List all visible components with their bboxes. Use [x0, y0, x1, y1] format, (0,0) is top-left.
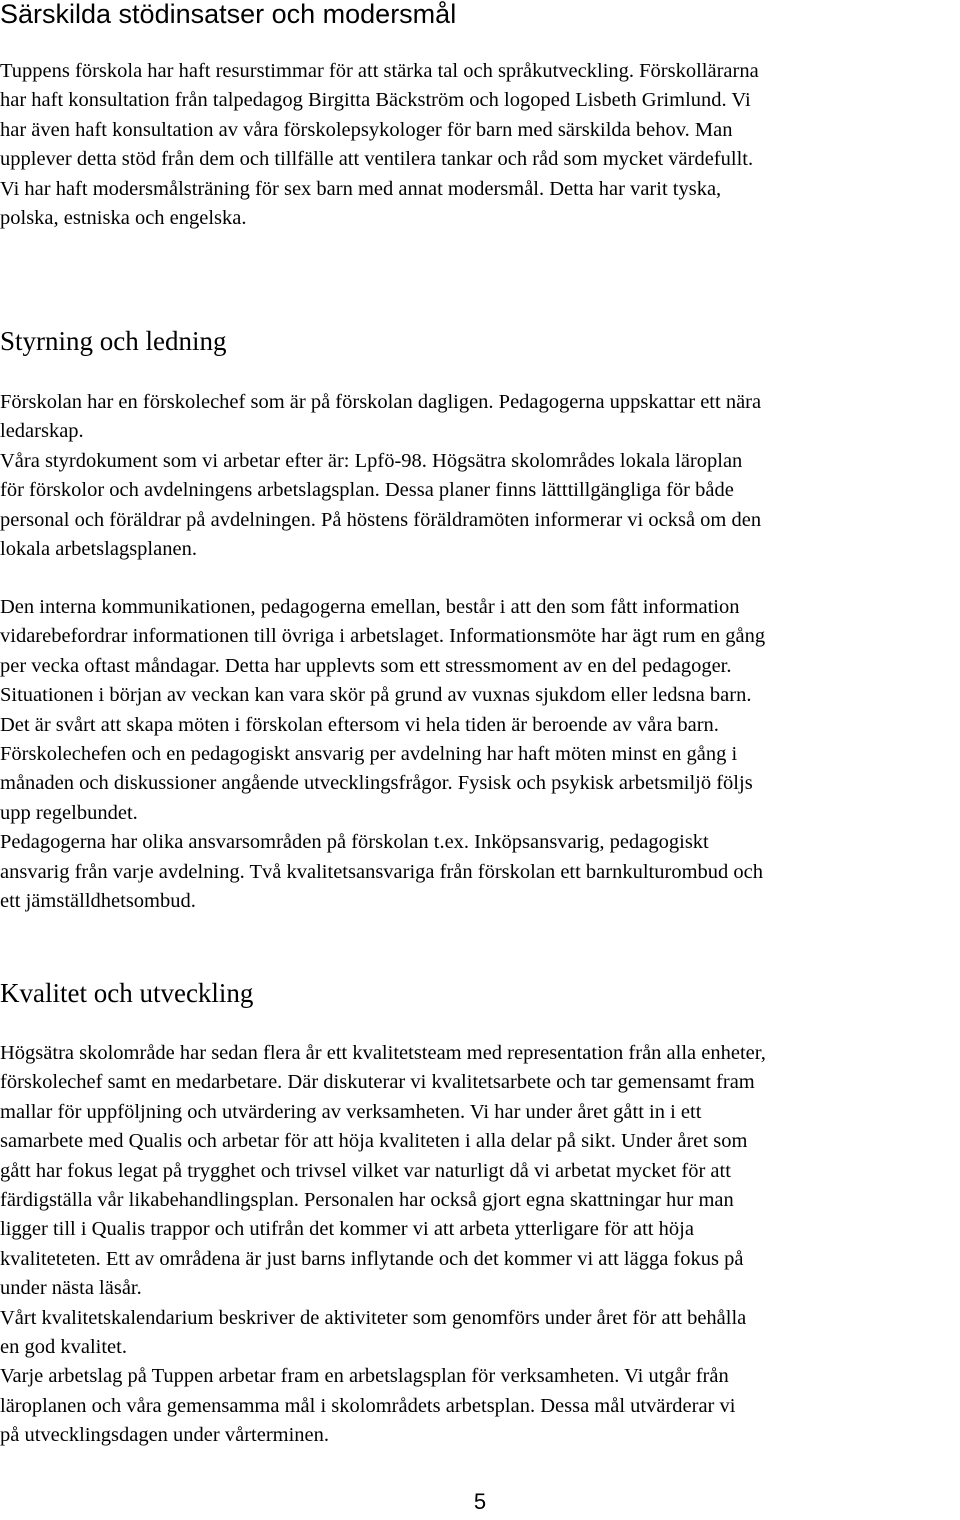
- paragraph-sarskilda-stodinsatser: [0, 57, 960, 233]
- text-line: Den interna kommunikationen, pedagogerna emellan, består i att den som fått information: [0, 596, 740, 618]
- text-line: Det är svårt att skapa möten i förskolan eftersom vi hela tiden är beroende av våra barn.: [0, 713, 719, 736]
- text-line: Vårt kvalitetskalendarium beskriver de aktiviteter som genomförs under året för att behålla: [0, 1306, 747, 1329]
- text-line: Våra styrdokument som vi arbetar efter är: Lpfö-98. Högsätra skolområdes lokala läroplan: [0, 449, 743, 472]
- text-line: Vi har haft modersmålsträning för sex barn med annat modersmål. Detta har varit tyska,: [0, 177, 722, 200]
- text-line: vidarebefordrar informationen till övriga i arbetslaget. Informationsmöte har ägt rum en gång: [0, 625, 766, 648]
- text-line: upplever detta stöd från dem och tillfälle att ventilera tankar och råd som mycket värdefullt.: [0, 148, 754, 171]
- text-line: en god kvalitet.: [0, 1335, 127, 1358]
- text-line: gått har fokus legat på trygghet och trivsel vilket var naturligt då vi arbetat mycket för att: [0, 1159, 731, 1182]
- text-line: Situationen i början av veckan kan vara skör på grund av vuxnas sjukdom eller ledsna barn.: [0, 684, 752, 707]
- text-line: Pedagogerna har olika ansvarsområden på förskolan t.ex. Inköpsansvarig, pedagogiskt: [0, 831, 709, 854]
- page-number: 5: [473, 1489, 487, 1514]
- text-line: månaden och diskussioner angående utvecklingsfrågor. Fysisk och psykisk arbetsmiljö följs: [0, 772, 753, 795]
- text-line: samarbete med Qualis och arbetar för att höja kvaliteten i alla delar på sikt. Under året som: [0, 1130, 748, 1153]
- text-line: förskolechef samt en medarbetare. Där diskuterar vi kvalitetsarbete och tar gemensamt fram: [0, 1071, 755, 1094]
- text-line: ledarskap.: [0, 420, 84, 443]
- section-heading-sarskilda-stodinsatser: Särskilda stödinsatser och modersmål: [0, 0, 457, 29]
- text-line: har haft konsultation från talpedagog Birgitta Bäckström och logoped Lisbeth Grimlund. Vi: [0, 89, 751, 112]
- text-line: upp regelbundet.: [0, 801, 138, 824]
- text-line: kvaliteteten. Ett av områdena är just barns inflytande och det kommer vi att lägga fokus på: [0, 1247, 744, 1270]
- text-line: lokala arbetslagsplanen.: [0, 537, 197, 560]
- section-heading-styrning-och-ledning: Styrning och ledning: [0, 326, 227, 356]
- text-line: för förskolor och avdelningens arbetslagsplan. Dessa planer finns lätttillgängliga för både: [0, 479, 734, 502]
- paragraph-styrning-2: [0, 593, 960, 916]
- section-heading-kvalitet-och-utveckling: Kvalitet och utveckling: [0, 978, 254, 1008]
- paragraph-styrning-1: [0, 388, 960, 564]
- text-line: färdigställa vår likabehandlingsplan. Personalen har också gjort egna skattningar hur man: [0, 1188, 734, 1211]
- text-line: polska, estniska och engelska.: [0, 206, 247, 229]
- text-line: ligger till i Qualis trappor och utifrån det kommer vi att arbeta ytterligare för att höja: [0, 1218, 694, 1241]
- text-line: Förskolan har en förskolechef som är på förskolan dagligen. Pedagogerna uppskattar ett nära: [0, 391, 762, 413]
- text-line: på utvecklingsdagen under vårterminen.: [0, 1424, 330, 1447]
- text-line: Tuppens förskola har haft resurstimmar för att stärka tal och språkutveckling. Förskollärarna: [0, 60, 759, 82]
- text-line: under nästa läsår.: [0, 1277, 142, 1300]
- text-line: ansvarig från varje avdelning. Två kvalitetsansvariga från förskolan ett barnkulturombud och: [0, 860, 763, 883]
- text-line: ett jämställdhetsombud.: [0, 889, 196, 912]
- text-line: personal och föräldrar på avdelningen. På höstens föräldramöten informerar vi också om den: [0, 508, 762, 531]
- text-line: läroplanen och våra gemensamma mål i skolområdets arbetsplan. Dessa mål utvärderar vi: [0, 1394, 736, 1417]
- paragraph-kvalitet: [0, 1039, 960, 1450]
- text-line: Förskolechefen och en pedagogiskt ansvarig per avdelning har haft möten minst en gång i: [0, 742, 738, 765]
- text-line: Varje arbetslag på Tuppen arbetar fram en arbetslagsplan för verksamheten. Vi utgår från: [0, 1365, 729, 1388]
- text-line: Högsätra skolområde har sedan flera år ett kvalitetsteam med representation från alla enheter,: [0, 1042, 766, 1064]
- text-line: mallar för uppföljning och utvärdering av verksamheten. Vi har under året gått in i ett: [0, 1100, 702, 1123]
- text-line: har även haft konsultation av våra förskolepsykologer för barn med särskilda behov. Man: [0, 118, 733, 141]
- text-line: per vecka oftast måndagar. Detta har upplevts som ett stressmoment av en del pedagoger.: [0, 654, 732, 677]
